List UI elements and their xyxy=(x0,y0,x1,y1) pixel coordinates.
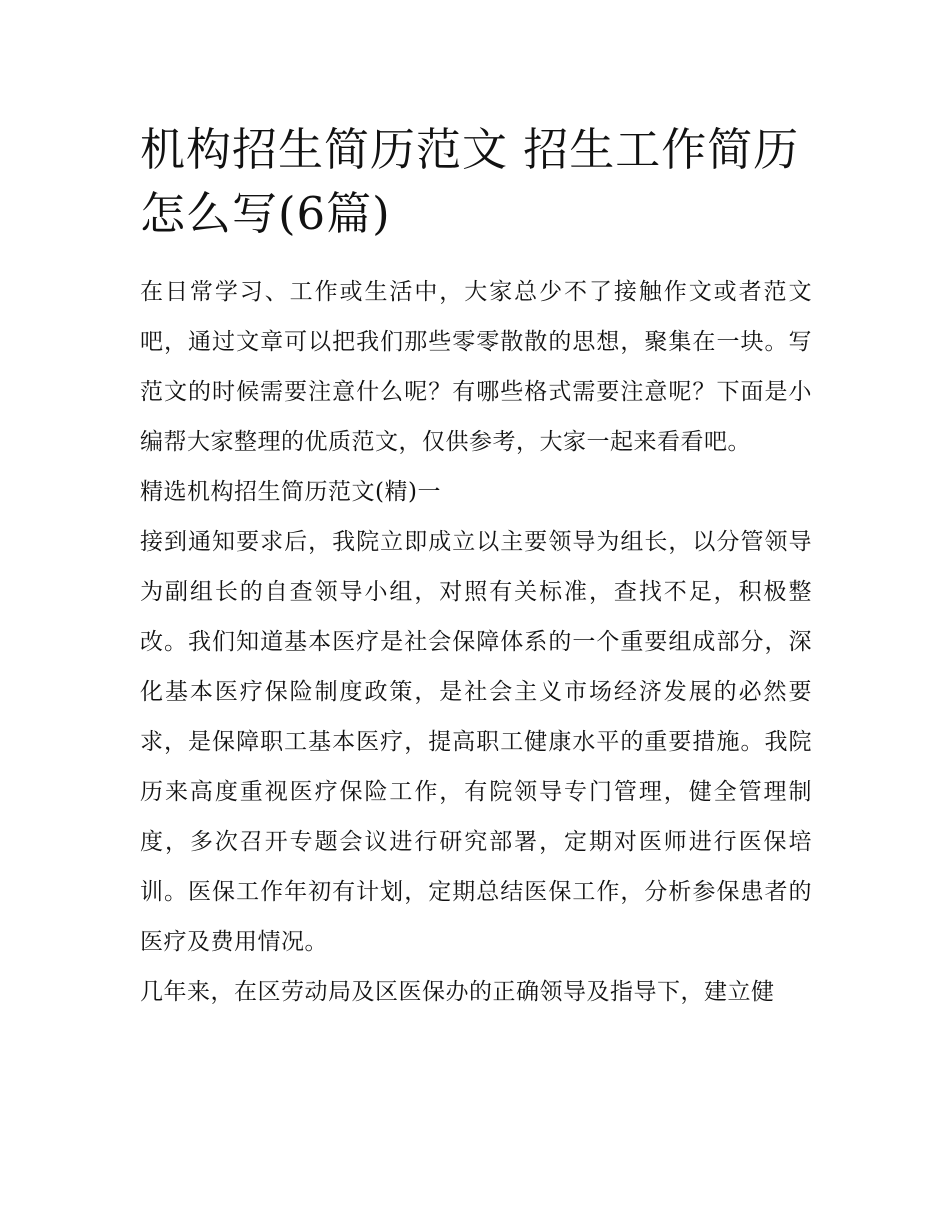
section-heading: 精选机构招生简历范文(精)一 xyxy=(140,479,441,505)
intro-paragraph: 在日常学习、工作或生活中，大家总少不了接触作文或者范文吧，通过文章可以把我们那些零零散散的思想，聚集在一块。写范文的时候需要注意什么呢？有哪些格式需要注意呢？下面是小编帮大家整理的优质范文，仅供参考，大家一起来看看吧。 xyxy=(140,279,812,455)
body-paragraph: 几年来，在区劳动局及区医保办的正确领导及指导下，建立健 xyxy=(140,979,775,1005)
document-content xyxy=(140,118,812,1017)
document-title: 机构招生简历范文 招生工作简历怎么写(6篇) xyxy=(140,123,800,240)
document-body xyxy=(140,267,812,1017)
body-paragraph: 接到通知要求后，我院立即成立以主要领导为组长，以分管领导为副组长的自查领导小组，对照有关标准，查找不足，积极整改。我们知道基本医疗是社会保障体系的一个重要组成部分，深化基本医疗保险制度政策，是社会主义市场经济发展的必然要求，是保障职工基本医疗，提高职工健康水平的重要措施。我院历来高度重视医疗保险工作，有院领导专门管理，健全管理制度，多次召开专题会议进行研究部署，定期对医师进行医保培训。医保工作年初有计划，定期总结医保工作，分析参保患者的医疗及费用情况。 xyxy=(140,529,812,955)
